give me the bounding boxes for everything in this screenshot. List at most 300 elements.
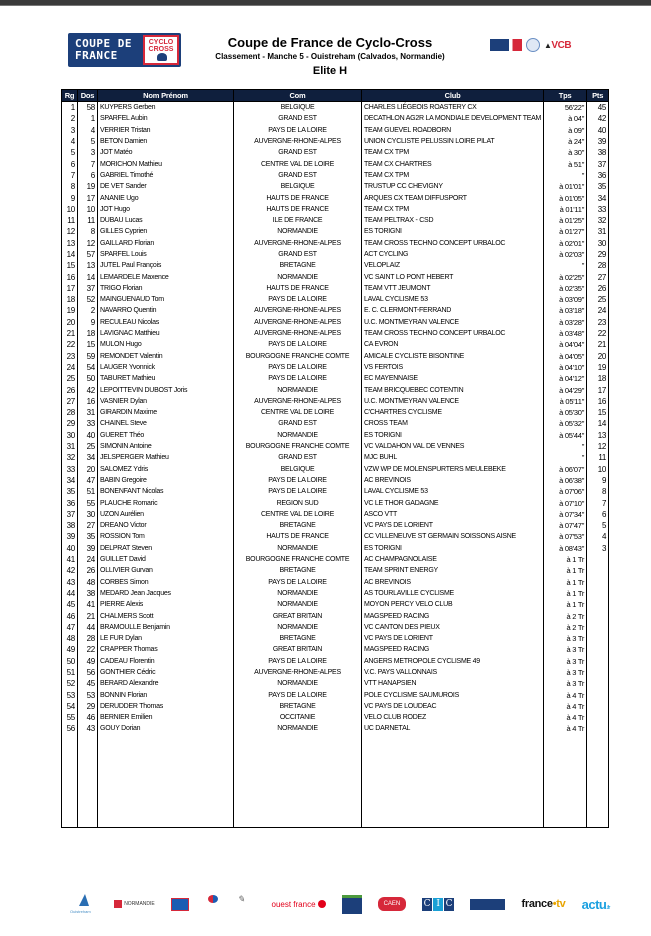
cell-club: TEAM VTT JEUMONT bbox=[362, 283, 544, 294]
cell-rg: 12 bbox=[62, 226, 78, 237]
cell-pts bbox=[587, 689, 609, 700]
cell-com: BRETAGNE bbox=[234, 565, 362, 576]
cell-rg: 51 bbox=[62, 667, 78, 678]
cell-dos: 18 bbox=[78, 328, 98, 339]
cell-rg: 49 bbox=[62, 644, 78, 655]
cell-nom: CRAPPER Thomas bbox=[98, 644, 234, 655]
cb-logo-icon bbox=[171, 898, 189, 911]
table-row bbox=[62, 215, 609, 226]
cell-com: BELGIQUE bbox=[234, 102, 362, 114]
cell-pts bbox=[587, 633, 609, 644]
cell-tps: à 02'25" bbox=[544, 271, 587, 282]
ouest-france-logo bbox=[272, 900, 326, 908]
cell-com: GREAT BRITAIN bbox=[234, 610, 362, 621]
cell-pts bbox=[587, 554, 609, 565]
cell-pts: 12 bbox=[587, 441, 609, 452]
cell-dos: 15 bbox=[78, 339, 98, 350]
table-row bbox=[62, 181, 609, 192]
cell-com: PAYS DE LA LOIRE bbox=[234, 294, 362, 305]
vcb-logo bbox=[544, 40, 571, 51]
cell-nom: DE VET Sander bbox=[98, 181, 234, 192]
cell-pts: 3 bbox=[587, 543, 609, 554]
cell-dos: 28 bbox=[78, 633, 98, 644]
cell-tps: " bbox=[544, 452, 587, 463]
cell-pts bbox=[587, 644, 609, 655]
table-row bbox=[62, 249, 609, 260]
cell-pts: 30 bbox=[587, 238, 609, 249]
cell-nom: JOT Matéo bbox=[98, 147, 234, 158]
cell-tps: à 04'12" bbox=[544, 373, 587, 384]
cell-nom: SPARFEL Louis bbox=[98, 249, 234, 260]
cell-pts bbox=[587, 576, 609, 587]
cell-dos: 14 bbox=[78, 271, 98, 282]
cyclo-cross-badge bbox=[143, 35, 179, 65]
cell-dos: 47 bbox=[78, 475, 98, 486]
table-row bbox=[62, 396, 609, 407]
cell-rg: 26 bbox=[62, 384, 78, 395]
cell-club: LAVAL CYCLISME 53 bbox=[362, 486, 544, 497]
cell-dos: 22 bbox=[78, 644, 98, 655]
cell-rg: 33 bbox=[62, 464, 78, 475]
cell-nom: GONTHIER Cédric bbox=[98, 667, 234, 678]
cell-tps: à 30" bbox=[544, 147, 587, 158]
page-title: Coupe de France de Cyclo-Cross bbox=[227, 35, 433, 50]
cell-tps: à 07'06" bbox=[544, 486, 587, 497]
cell-com: HAUTS DE FRANCE bbox=[234, 204, 362, 215]
cell-club: ARQUES CX TEAM DIFFUSPORT bbox=[362, 192, 544, 203]
cell-pts: 10 bbox=[587, 464, 609, 475]
cell-pts: 38 bbox=[587, 147, 609, 158]
cell-pts: 34 bbox=[587, 192, 609, 203]
cell-nom: VERRIER Tristan bbox=[98, 125, 234, 136]
badge-line-1: CYCLO bbox=[148, 39, 174, 46]
cell-pts: 18 bbox=[587, 373, 609, 384]
cell-nom: LE FUR Dylan bbox=[98, 633, 234, 644]
cell-dos: 3 bbox=[78, 147, 98, 158]
cell-tps: à 2 Tr bbox=[544, 622, 587, 633]
cell-pts: 19 bbox=[587, 362, 609, 373]
table-row bbox=[62, 384, 609, 395]
cell-rg: 3 bbox=[62, 125, 78, 136]
cell-com: AUVERGNE-RHONE-ALPES bbox=[234, 136, 362, 147]
table-row bbox=[62, 576, 609, 587]
table-row bbox=[62, 531, 609, 542]
cell-club: VELO CLUB RODEZ bbox=[362, 712, 544, 723]
cell-nom: LEPOITTEVIN DUBOST Joris bbox=[98, 384, 234, 395]
cell-tps: à 02'01" bbox=[544, 238, 587, 249]
cell-dos: 8 bbox=[78, 226, 98, 237]
cell-pts bbox=[587, 701, 609, 712]
cell-nom: LEMARDELE Maxence bbox=[98, 271, 234, 282]
cell-pts: 29 bbox=[587, 249, 609, 260]
cell-com: ILE DE FRANCE bbox=[234, 215, 362, 226]
logo-line-2: FRANCE bbox=[75, 49, 118, 62]
cell-dos: 33 bbox=[78, 418, 98, 429]
calvados-logo-icon bbox=[342, 895, 362, 914]
sponsor-footer bbox=[70, 891, 610, 917]
cell-dos: 30 bbox=[78, 509, 98, 520]
cell-rg: 10 bbox=[62, 204, 78, 215]
table-row bbox=[62, 610, 609, 621]
cell-club: CHARLES LIÉGEOIS ROASTERY CX bbox=[362, 102, 544, 114]
cell-club: VC PAYS DE LORIENT bbox=[362, 520, 544, 531]
cell-com: HAUTS DE FRANCE bbox=[234, 192, 362, 203]
cell-rg: 46 bbox=[62, 610, 78, 621]
table-row bbox=[62, 723, 609, 734]
cell-pts: 26 bbox=[587, 283, 609, 294]
cell-tps: à 07'34" bbox=[544, 509, 587, 520]
cell-rg: 13 bbox=[62, 238, 78, 249]
cell-pts: 14 bbox=[587, 418, 609, 429]
cell-com: BRETAGNE bbox=[234, 633, 362, 644]
cell-dos: 42 bbox=[78, 384, 98, 395]
cell-rg: 43 bbox=[62, 576, 78, 587]
cell-nom: TABURET Mathieu bbox=[98, 373, 234, 384]
cell-rg: 27 bbox=[62, 396, 78, 407]
cell-rg: 29 bbox=[62, 418, 78, 429]
cell-club: TEAM CROSS TECHNO CONCEPT URBALOC bbox=[362, 238, 544, 249]
cell-dos: 13 bbox=[78, 260, 98, 271]
cell-club: VC PAYS DE LORIENT bbox=[362, 633, 544, 644]
cell-com: CENTRE VAL DE LOIRE bbox=[234, 158, 362, 169]
cell-pts: 17 bbox=[587, 384, 609, 395]
cell-nom: REMONDET Valentin bbox=[98, 351, 234, 362]
cell-tps: à 4 Tr bbox=[544, 712, 587, 723]
column-header-com: Com bbox=[234, 90, 362, 102]
cell-nom: JELSPERGER Mathieu bbox=[98, 452, 234, 463]
table-row bbox=[62, 644, 609, 655]
cell-tps: à 51" bbox=[544, 158, 587, 169]
cell-club: UC DARNETAL bbox=[362, 723, 544, 734]
ouest-france-text: ouest france bbox=[271, 899, 316, 909]
cell-dos: 2 bbox=[78, 305, 98, 316]
cell-club: TEAM CX TPM bbox=[362, 170, 544, 181]
cell-dos: 1 bbox=[78, 113, 98, 124]
cell-dos: 58 bbox=[78, 102, 98, 114]
cell-nom: DREANO Victor bbox=[98, 520, 234, 531]
table-row bbox=[62, 158, 609, 169]
cell-pts: 35 bbox=[587, 181, 609, 192]
cell-tps: à 07'53" bbox=[544, 531, 587, 542]
cell-tps: à 05'30" bbox=[544, 407, 587, 418]
cell-tps: à 1 Tr bbox=[544, 588, 587, 599]
cell-club: TEAM SPRINT ENERGY bbox=[362, 565, 544, 576]
cell-club: CROSS TEAM bbox=[362, 418, 544, 429]
table-row bbox=[62, 238, 609, 249]
ouistreham-text: Ouistreham bbox=[70, 909, 91, 914]
cell-nom: BONENFANT Nicolas bbox=[98, 486, 234, 497]
cell-rg: 1 bbox=[62, 102, 78, 114]
cell-nom: DERUDDER Thomas bbox=[98, 701, 234, 712]
cell-com: GRAND EST bbox=[234, 170, 362, 181]
table-row bbox=[62, 509, 609, 520]
cell-com: NORMANDIE bbox=[234, 543, 362, 554]
cell-pts bbox=[587, 656, 609, 667]
cell-rg: 19 bbox=[62, 305, 78, 316]
cell-club: ASCO VTT bbox=[362, 509, 544, 520]
cell-nom: DUBAU Lucas bbox=[98, 215, 234, 226]
cell-pts: 11 bbox=[587, 452, 609, 463]
cell-nom: SIMONIN Antoine bbox=[98, 441, 234, 452]
cell-pts bbox=[587, 588, 609, 599]
cic-letter: C bbox=[423, 898, 431, 909]
cell-rg: 32 bbox=[62, 452, 78, 463]
cell-dos: 59 bbox=[78, 351, 98, 362]
cell-rg: 2 bbox=[62, 113, 78, 124]
carrefour-logo bbox=[205, 895, 221, 913]
cell-dos: 56 bbox=[78, 667, 98, 678]
cell-dos: 27 bbox=[78, 520, 98, 531]
cell-pts bbox=[587, 678, 609, 689]
cell-club: U.C. MONTMEYRAN VALENCE bbox=[362, 317, 544, 328]
table-row bbox=[62, 373, 609, 384]
table-row bbox=[62, 622, 609, 633]
table-row bbox=[62, 464, 609, 475]
vcb-text: VCB bbox=[551, 39, 572, 51]
cell-dos: 44 bbox=[78, 622, 98, 633]
table-row bbox=[62, 294, 609, 305]
cell-club: DECATHLON AG2R LA MONDIALE DEVELOPMENT TEAM bbox=[362, 113, 544, 124]
cell-rg: 37 bbox=[62, 509, 78, 520]
table-row bbox=[62, 407, 609, 418]
cell-tps: à 3 Tr bbox=[544, 644, 587, 655]
cell-nom: BABIN Gregoire bbox=[98, 475, 234, 486]
cell-com: NORMANDIE bbox=[234, 599, 362, 610]
cell-tps: à 02'03" bbox=[544, 249, 587, 260]
cell-nom: CADEAU Florentin bbox=[98, 656, 234, 667]
cell-com: NORMANDIE bbox=[234, 430, 362, 441]
cell-pts bbox=[587, 723, 609, 734]
cell-dos: 45 bbox=[78, 678, 98, 689]
cell-club: E. C. CLERMONT-FERRAND bbox=[362, 305, 544, 316]
cell-tps: à 1 Tr bbox=[544, 576, 587, 587]
cell-pts bbox=[587, 622, 609, 633]
cell-com: HAUTS DE FRANCE bbox=[234, 283, 362, 294]
cell-pts bbox=[587, 610, 609, 621]
cell-pts bbox=[587, 565, 609, 576]
table-row bbox=[62, 712, 609, 723]
cell-tps: à 05'32" bbox=[544, 418, 587, 429]
cell-nom: LAVIGNAC Matthieu bbox=[98, 328, 234, 339]
cell-club: MOYON PERCY VELO CLUB bbox=[362, 599, 544, 610]
coupe-de-france-logo bbox=[68, 33, 181, 67]
cell-rg: 35 bbox=[62, 486, 78, 497]
cic-letter: I bbox=[433, 898, 443, 911]
cell-com: GRAND EST bbox=[234, 147, 362, 158]
cell-dos: 19 bbox=[78, 181, 98, 192]
cell-dos: 20 bbox=[78, 464, 98, 475]
cell-club: TEAM GUEVEL ROADBORN bbox=[362, 125, 544, 136]
cell-com: NORMANDIE bbox=[234, 588, 362, 599]
cell-nom: MEDARD Jean Jacques bbox=[98, 588, 234, 599]
cell-tps: à 01'01" bbox=[544, 181, 587, 192]
cell-dos: 10 bbox=[78, 204, 98, 215]
cell-nom: MULON Hugo bbox=[98, 339, 234, 350]
cell-club: AMICALE CYCLISTE BISONTINE bbox=[362, 351, 544, 362]
cell-pts: 37 bbox=[587, 158, 609, 169]
cell-nom: PLAUCHE Romaric bbox=[98, 497, 234, 508]
table-row bbox=[62, 305, 609, 316]
cell-nom: NAVARRO Quentin bbox=[98, 305, 234, 316]
cell-dos: 38 bbox=[78, 588, 98, 599]
cell-rg: 16 bbox=[62, 271, 78, 282]
ouistreham-logo bbox=[70, 894, 98, 914]
table-row bbox=[62, 271, 609, 282]
cell-pts: 6 bbox=[587, 509, 609, 520]
cell-dos: 6 bbox=[78, 170, 98, 181]
cell-dos: 40 bbox=[78, 430, 98, 441]
cell-tps: à 07'10" bbox=[544, 497, 587, 508]
cell-nom: ROSSION Tom bbox=[98, 531, 234, 542]
table-row bbox=[62, 170, 609, 181]
cell-nom: PIERRE Alexis bbox=[98, 599, 234, 610]
cell-club: AC BREVINOIS bbox=[362, 475, 544, 486]
cell-tps: à 1 Tr bbox=[544, 599, 587, 610]
cell-tps: à 04" bbox=[544, 113, 587, 124]
cell-tps: à 3 Tr bbox=[544, 667, 587, 678]
table-row bbox=[62, 475, 609, 486]
table-row bbox=[62, 339, 609, 350]
cell-com: BELGIQUE bbox=[234, 181, 362, 192]
cell-tps: à 08'43" bbox=[544, 543, 587, 554]
cell-com: PAYS DE LA LOIRE bbox=[234, 373, 362, 384]
cell-club: ES TORIGNI bbox=[362, 543, 544, 554]
cell-rg: 5 bbox=[62, 147, 78, 158]
cell-tps: à 05'44" bbox=[544, 430, 587, 441]
cell-com: NORMANDIE bbox=[234, 723, 362, 734]
cell-rg: 25 bbox=[62, 373, 78, 384]
cell-rg: 39 bbox=[62, 531, 78, 542]
carrefour-icon bbox=[208, 895, 218, 903]
cell-pts: 39 bbox=[587, 136, 609, 147]
cell-pts: 42 bbox=[587, 113, 609, 124]
table-row bbox=[62, 486, 609, 497]
cell-dos: 35 bbox=[78, 531, 98, 542]
table-row bbox=[62, 633, 609, 644]
cell-pts: 8 bbox=[587, 486, 609, 497]
cell-club: ES TORIGNI bbox=[362, 226, 544, 237]
table-row bbox=[62, 260, 609, 271]
cell-tps: à 06'38" bbox=[544, 475, 587, 486]
port-caen-logo: CAEN bbox=[378, 897, 406, 911]
cell-tps: à 03'09" bbox=[544, 294, 587, 305]
cell-club: TEAM BRICQUEBEC COTENTIN bbox=[362, 384, 544, 395]
cell-pts: 36 bbox=[587, 170, 609, 181]
cell-com: AUVERGNE-RHONE-ALPES bbox=[234, 396, 362, 407]
cell-rg: 9 bbox=[62, 192, 78, 203]
cell-pts bbox=[587, 712, 609, 723]
cic-letter: C bbox=[445, 898, 453, 909]
cell-com: AUVERGNE-RHONE-ALPES bbox=[234, 305, 362, 316]
cell-pts: 7 bbox=[587, 497, 609, 508]
cell-tps: à 01'25" bbox=[544, 215, 587, 226]
cell-com: PAYS DE LA LOIRE bbox=[234, 689, 362, 700]
cell-tps: à 05'11" bbox=[544, 396, 587, 407]
actu-text: actu bbox=[581, 896, 607, 912]
cell-nom: LAUGER Yvonnick bbox=[98, 362, 234, 373]
cell-pts: 5 bbox=[587, 520, 609, 531]
cell-club: TEAM CX TPM bbox=[362, 147, 544, 158]
cell-pts: 9 bbox=[587, 475, 609, 486]
cell-dos: 16 bbox=[78, 396, 98, 407]
cell-rg: 21 bbox=[62, 328, 78, 339]
cell-tps: à 04'04" bbox=[544, 339, 587, 350]
cell-tps: à 06'07" bbox=[544, 464, 587, 475]
cell-rg: 44 bbox=[62, 588, 78, 599]
cell-rg: 8 bbox=[62, 181, 78, 192]
cell-tps: à 1 Tr bbox=[544, 565, 587, 576]
cell-dos: 50 bbox=[78, 373, 98, 384]
cell-com: AUVERGNE-RHONE-ALPES bbox=[234, 238, 362, 249]
cell-dos: 49 bbox=[78, 656, 98, 667]
cell-nom: DELPRAT Steven bbox=[98, 543, 234, 554]
table-row bbox=[62, 554, 609, 565]
cell-dos: 34 bbox=[78, 452, 98, 463]
cell-tps: à 3 Tr bbox=[544, 633, 587, 644]
column-header-tps: Tps bbox=[544, 90, 587, 102]
results-table bbox=[61, 89, 609, 828]
cell-nom: GOUY Dorian bbox=[98, 723, 234, 734]
cell-club: C'CHARTRES CYCLISME bbox=[362, 407, 544, 418]
cell-com: BRETAGNE bbox=[234, 520, 362, 531]
cell-club: VC LE THOR GADAGNE bbox=[362, 497, 544, 508]
cell-dos: 48 bbox=[78, 576, 98, 587]
cell-com: HAUTS DE FRANCE bbox=[234, 531, 362, 542]
cell-dos: 51 bbox=[78, 486, 98, 497]
cell-nom: CORBES Simon bbox=[98, 576, 234, 587]
cell-nom: CHAINEL Steve bbox=[98, 418, 234, 429]
cell-club: MJC BUHL bbox=[362, 452, 544, 463]
cell-rg: 34 bbox=[62, 475, 78, 486]
cell-tps: à 04'05" bbox=[544, 351, 587, 362]
cell-tps: à 2 Tr bbox=[544, 610, 587, 621]
actu-suffix: .fr bbox=[606, 904, 610, 911]
cell-club: ACT CYCLING bbox=[362, 249, 544, 260]
cell-club: TEAM CX TPM bbox=[362, 204, 544, 215]
cell-rg: 23 bbox=[62, 351, 78, 362]
cell-rg: 11 bbox=[62, 215, 78, 226]
cell-com: REGION SUD bbox=[234, 497, 362, 508]
table-row bbox=[62, 317, 609, 328]
cell-club: CA EVRON bbox=[362, 339, 544, 350]
cell-club: CC VILLENEUVE ST GERMAIN SOISSONS AISNE bbox=[362, 531, 544, 542]
cell-club: TRUSTUP CC CHEVIGNY bbox=[362, 181, 544, 192]
cell-com: PAYS DE LA LOIRE bbox=[234, 339, 362, 350]
cell-nom: BERNIER Emilien bbox=[98, 712, 234, 723]
cell-dos: 29 bbox=[78, 701, 98, 712]
table-row bbox=[62, 599, 609, 610]
cell-dos: 5 bbox=[78, 136, 98, 147]
table-row bbox=[62, 147, 609, 158]
cell-com: BOURGOGNE FRANCHE COMTE bbox=[234, 554, 362, 565]
cell-rg: 56 bbox=[62, 723, 78, 734]
cell-nom: BONNIN Florian bbox=[98, 689, 234, 700]
cell-rg: 41 bbox=[62, 554, 78, 565]
cell-club: ES TORIGNI bbox=[362, 430, 544, 441]
cell-dos: 11 bbox=[78, 215, 98, 226]
cell-dos: 9 bbox=[78, 317, 98, 328]
cell-dos: 54 bbox=[78, 362, 98, 373]
cell-pts: 16 bbox=[587, 396, 609, 407]
cell-nom: TRIGO Florian bbox=[98, 283, 234, 294]
table-row bbox=[62, 565, 609, 576]
column-header-club: Club bbox=[362, 90, 544, 102]
cell-rg: 52 bbox=[62, 678, 78, 689]
cell-club: VC VALDAHON VAL DE VENNES bbox=[362, 441, 544, 452]
cell-pts: 24 bbox=[587, 305, 609, 316]
cell-com: GREAT BRITAIN bbox=[234, 644, 362, 655]
cell-com: BOURGOGNE FRANCHE COMTE bbox=[234, 351, 362, 362]
